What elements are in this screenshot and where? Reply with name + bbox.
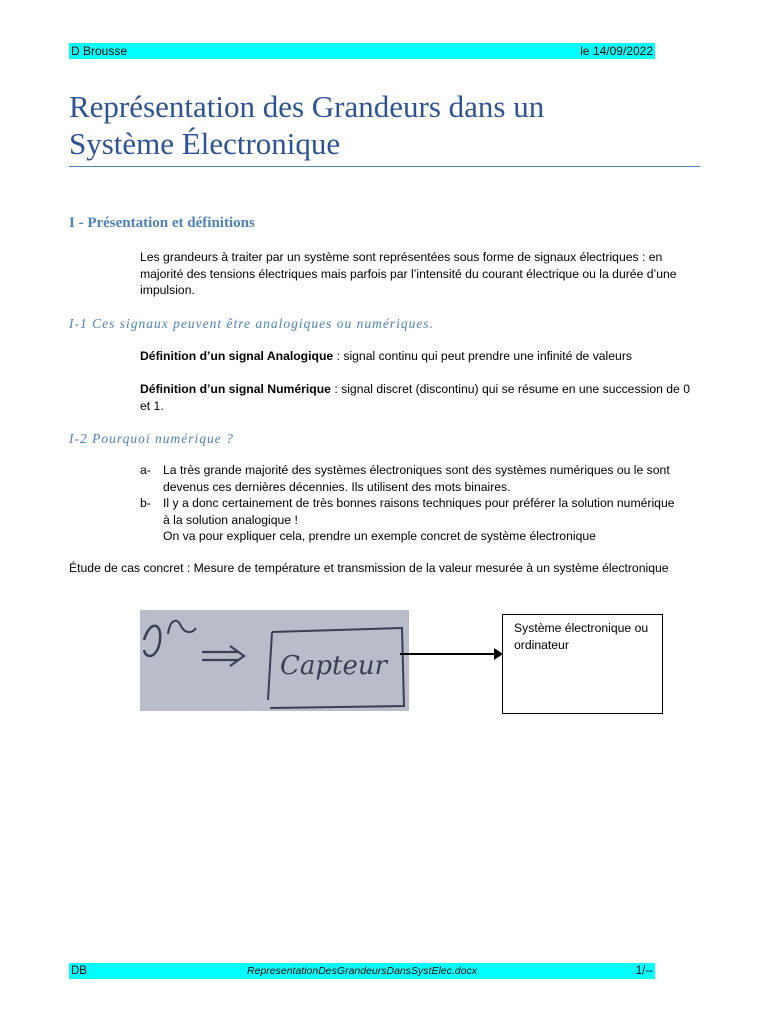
definition-digital [140,381,690,414]
definition-analog-text: : signal continu qui peut prendre une infinité de valeurs [333,349,632,363]
list-marker: b- [140,496,151,510]
list-item-text-continuation: On va pour expliquer cela, prendre un exemple concret de système électronique [163,529,596,543]
definition-analog [140,348,700,365]
section-heading-1: I - Présentation et définitions [69,215,255,231]
handwritten-sensor-label: Capteur [280,651,388,681]
footer-filename: RepresentationDesGrandeursDansSystElec.docx [247,965,477,977]
system-box-label: Système électronique ou ordinateur [514,621,649,652]
header-date: le 14/09/2022 [580,44,653,58]
title-line-1: Représentation des Grandeurs dans un [69,89,545,124]
section-heading-1-1: I-1 Ces signaux peuvent être analogiques ou numériques. [69,316,434,331]
header-author: D Brousse [71,44,128,58]
page-header [69,43,655,59]
case-study-paragraph: Étude de cas concret : Mesure de température et transmission de la valeur mesurée à un système électronique [69,561,669,575]
definition-digital-text: : signal discret (discontinu) qui se résume en une succession de 0 et 1. [140,382,690,413]
list-marker: a- [140,463,151,477]
title-line-2: Système Électronique [69,126,341,161]
section-heading-1-2: I-2 Pourquoi numérique ? [69,431,234,446]
page-footer [69,963,655,979]
title-divider [69,166,700,167]
list-item [140,462,680,495]
arrow-line [400,653,502,655]
definition-analog-term: Définition d’un signal Analogique [140,349,334,363]
handwritten-photo [140,610,409,711]
document-title [69,88,709,162]
list-item-text: La très grande majorité des systèmes électroniques sont des systèmes numériques ou le sont devenus ces dernières décennies. Ils utilisent des mots binaires. [163,463,670,494]
list-item [140,495,680,545]
intro-paragraph: Les grandeurs à traiter par un système sont représentées sous forme de signaux électriques : en majorité des tensions électriques mais parfois par l’intensité du courant électrique ou la durée d’une impulsion. [140,250,677,297]
handwriting-image [140,610,409,711]
footer-page-number: 1/-- [635,965,653,977]
footer-initials: DB [71,965,87,977]
definition-digital-term: Définition d’un signal Numérique [140,382,331,396]
list-item-text: Il y a donc certainement de très bonnes raisons techniques pour préférer la solution numérique à la solution analogique ! [163,496,675,527]
system-box [502,614,663,714]
